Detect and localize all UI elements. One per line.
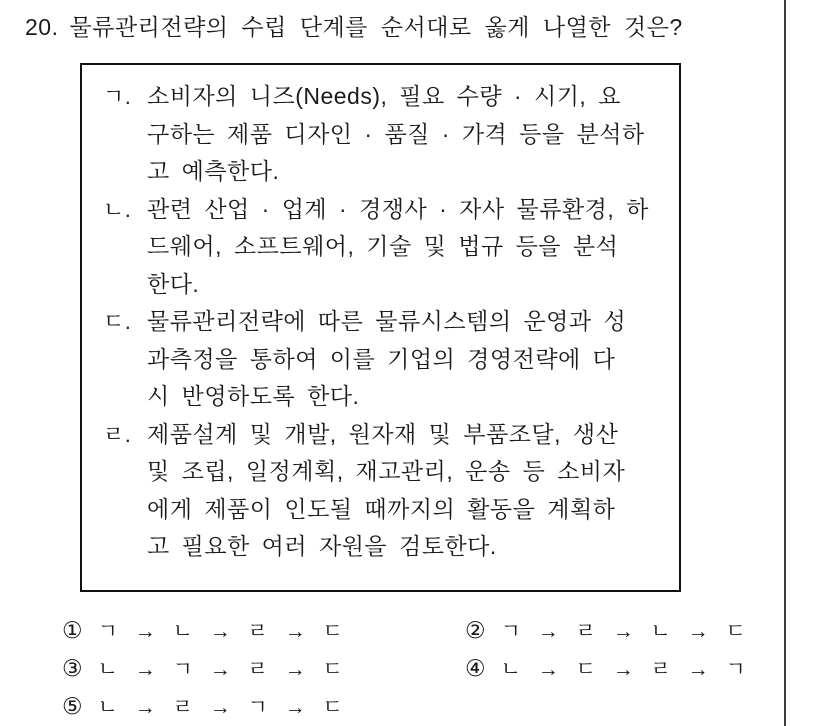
column-divider bbox=[784, 0, 786, 726]
item-line: 한다. bbox=[147, 270, 200, 297]
question-header bbox=[25, 13, 775, 41]
choice-sequence: ㄱ → ㄴ → ㄹ → ㄷ bbox=[97, 620, 344, 643]
item-text bbox=[147, 191, 665, 304]
item-line: 고 필요한 여러 자원을 검토한다. bbox=[147, 533, 497, 559]
box-item-n bbox=[103, 191, 665, 304]
choice-option-5[interactable] bbox=[62, 691, 465, 721]
item-marker: ㄹ. bbox=[103, 421, 132, 447]
box-item-r bbox=[103, 416, 665, 566]
choice-sequence: ㄴ → ㄱ → ㄹ → ㄷ bbox=[97, 658, 344, 681]
question-title: 물류관리전략의 수립 단계를 순서대로 옳게 나열한 것은? bbox=[69, 14, 683, 40]
answer-choices bbox=[62, 611, 772, 725]
item-text bbox=[147, 303, 665, 416]
items-box bbox=[80, 63, 681, 592]
choice-number-icon: ② bbox=[465, 617, 486, 643]
box-item-d bbox=[103, 303, 665, 416]
item-marker: ㄴ. bbox=[103, 196, 132, 222]
item-line: 시 반영하도록 한다. bbox=[147, 383, 360, 409]
choice-sequence: ㄱ → ㄹ → ㄴ → ㄷ bbox=[500, 620, 747, 643]
question-number: 20. bbox=[25, 14, 59, 40]
choice-option-3[interactable] bbox=[62, 653, 465, 683]
item-marker: ㄱ. bbox=[103, 84, 132, 109]
item-marker: ㄷ. bbox=[103, 309, 132, 334]
choice-option-1[interactable] bbox=[62, 615, 465, 645]
item-line: 고 예측한다. bbox=[147, 158, 280, 184]
item-line: 제품설계 및 개발, 원자재 및 부품조달, 생산 bbox=[147, 420, 619, 447]
choice-sequence: ㄴ → ㄷ → ㄹ → ㄱ bbox=[500, 658, 747, 681]
choice-number-icon: ④ bbox=[465, 655, 486, 681]
item-line: 및 조립, 일정계획, 재고관리, 운송 등 소비자 bbox=[147, 458, 626, 484]
item-line: 물류관리전략에 따른 물류시스템의 운영과 성 bbox=[147, 308, 627, 334]
item-line: 구하는 제품 디자인 · 품질 · 가격 등을 분석하 bbox=[147, 120, 645, 147]
choice-option-4[interactable] bbox=[465, 653, 772, 683]
choice-option-2[interactable] bbox=[465, 615, 772, 645]
choice-number-icon: ③ bbox=[62, 655, 83, 681]
item-line: 과측정을 통하여 이를 기업의 경영전략에 다 bbox=[147, 345, 616, 372]
choice-sequence: ㄴ → ㄹ → ㄱ → ㄷ bbox=[97, 696, 344, 719]
box-item-g bbox=[103, 78, 665, 191]
item-line: 관련 산업 · 업계 · 경쟁사 · 자사 물류환경, 하 bbox=[147, 195, 649, 222]
choice-number-icon: ⑤ bbox=[62, 693, 83, 719]
item-line: 소비자의 니즈(Needs), 필요 수량 · 시기, 요 bbox=[147, 83, 621, 109]
item-text bbox=[147, 78, 665, 191]
item-line: 에게 제품이 인도될 때까지의 활동을 계획하 bbox=[147, 495, 616, 522]
item-line: 드웨어, 소프트웨어, 기술 및 법규 등을 분석 bbox=[147, 233, 619, 259]
item-text bbox=[147, 416, 665, 566]
choice-number-icon: ① bbox=[62, 617, 83, 643]
